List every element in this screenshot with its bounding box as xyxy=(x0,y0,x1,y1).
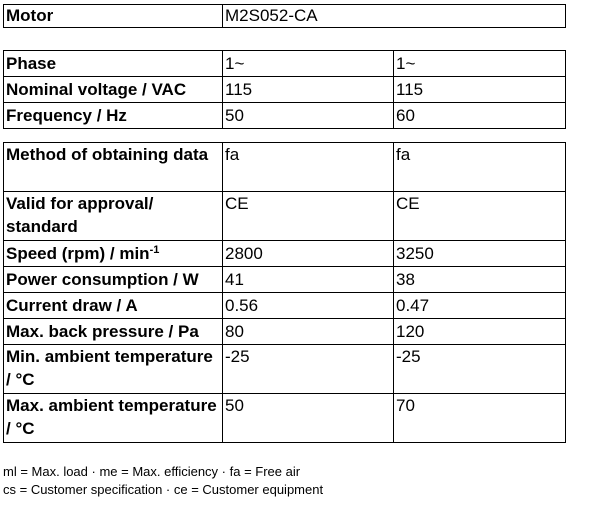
table-row xyxy=(4,241,566,267)
table-row xyxy=(4,293,566,319)
min-ambient-value-50hz: -25 xyxy=(223,345,394,394)
method-value-50hz: fa xyxy=(223,143,394,192)
table-row xyxy=(4,143,566,192)
speed-label xyxy=(4,241,223,267)
back-pressure-value-50hz: 80 xyxy=(223,319,394,345)
table-row xyxy=(4,77,566,103)
table-row xyxy=(4,394,566,443)
power-value-60hz: 38 xyxy=(394,267,566,293)
speed-label-text: Speed (rpm) / min xyxy=(6,244,150,263)
power-label: Power consumption / W xyxy=(4,267,223,293)
speed-value-50hz: 2800 xyxy=(223,241,394,267)
max-ambient-value-60hz: 70 xyxy=(394,394,566,443)
footnote-customer: cs = Customer specification · ce = Customer equipment xyxy=(3,482,324,497)
current-value-50hz: 0.56 xyxy=(223,293,394,319)
back-pressure-value-60hz: 120 xyxy=(394,319,566,345)
method-label: Method of obtaining data xyxy=(4,143,223,192)
voltage-label: Nominal voltage / VAC xyxy=(4,77,223,103)
table-row xyxy=(4,267,566,293)
method-value-60hz: fa xyxy=(394,143,566,192)
table-row xyxy=(4,5,566,28)
speed-value-60hz: 3250 xyxy=(394,241,566,267)
min-ambient-label: Min. ambient temperature / °C xyxy=(4,345,223,394)
performance-table xyxy=(3,142,566,443)
approval-value-60hz: CE xyxy=(394,192,566,241)
power-value-50hz: 41 xyxy=(223,267,394,293)
footnote-abbreviations: ml = Max. load · me = Max. efficiency · fa = Free air xyxy=(3,464,301,479)
table-row xyxy=(4,345,566,394)
phase-label: Phase xyxy=(4,51,223,77)
frequency-label: Frequency / Hz xyxy=(4,103,223,129)
frequency-value-60hz: 60 xyxy=(394,103,566,129)
table-row xyxy=(4,319,566,345)
phase-value-60hz: 1~ xyxy=(394,51,566,77)
back-pressure-label: Max. back pressure / Pa xyxy=(4,319,223,345)
max-ambient-value-50hz: 50 xyxy=(223,394,394,443)
current-value-60hz: 0.47 xyxy=(394,293,566,319)
table-row xyxy=(4,103,566,129)
frequency-value-50hz: 50 xyxy=(223,103,394,129)
speed-label-exponent: -1 xyxy=(149,244,160,256)
electrical-table xyxy=(3,50,566,129)
approval-label: Valid for approval/ standard xyxy=(4,192,223,241)
table-row xyxy=(4,192,566,241)
motor-label: Motor xyxy=(4,5,223,28)
motor-value: M2S052-CA xyxy=(223,5,566,28)
approval-value-50hz: CE xyxy=(223,192,394,241)
voltage-value-50hz: 115 xyxy=(223,77,394,103)
phase-value-50hz: 1~ xyxy=(223,51,394,77)
min-ambient-value-60hz: -25 xyxy=(394,345,566,394)
current-label: Current draw / A xyxy=(4,293,223,319)
max-ambient-label: Max. ambient temperature / °C xyxy=(4,394,223,443)
voltage-value-60hz: 115 xyxy=(394,77,566,103)
table-row xyxy=(4,51,566,77)
motor-table xyxy=(3,4,566,28)
